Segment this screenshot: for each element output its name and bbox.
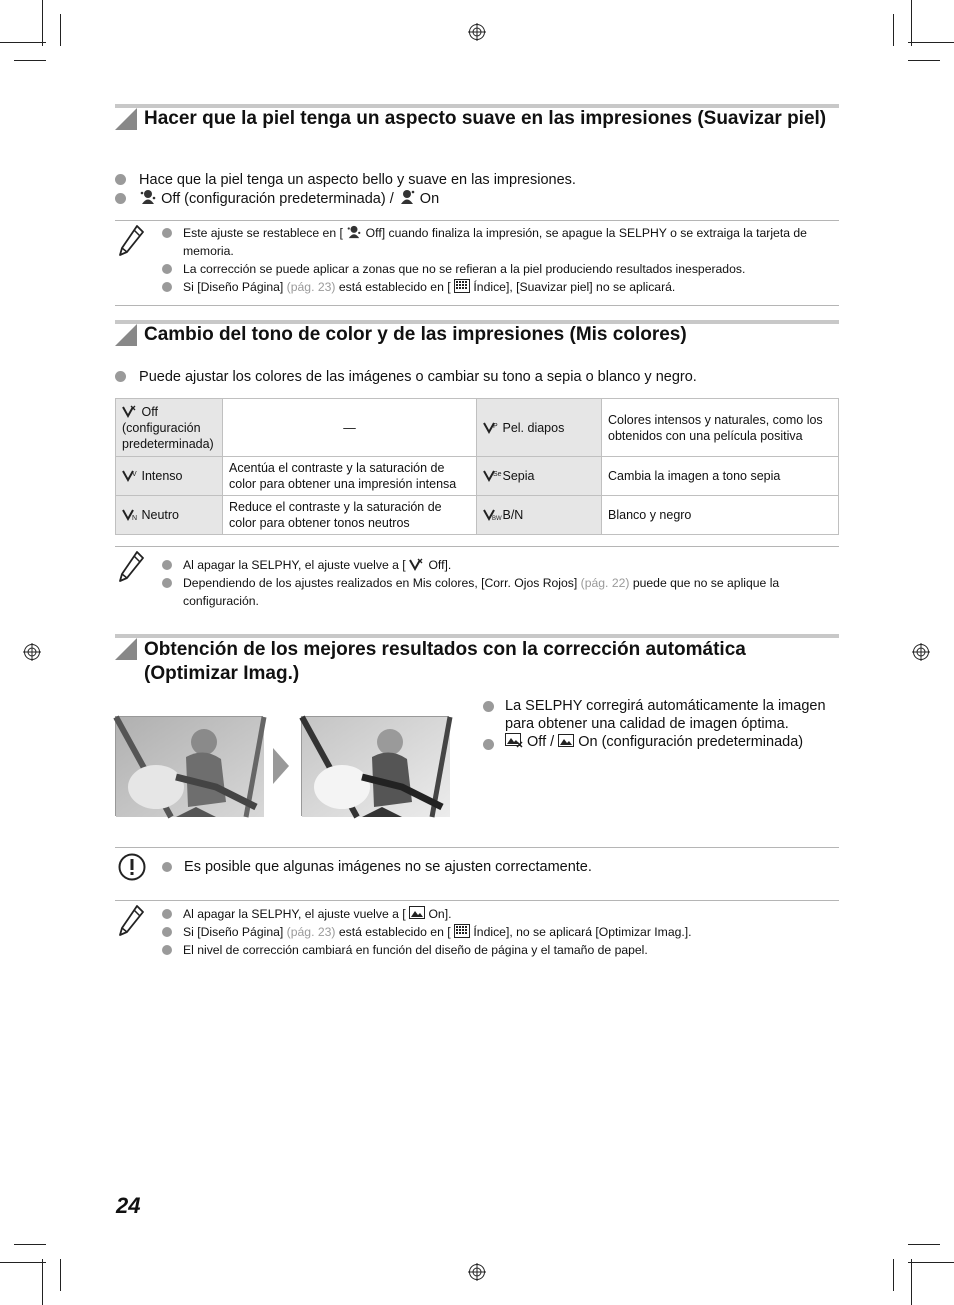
after-photo — [301, 716, 449, 816]
option-label: Intenso — [141, 469, 183, 483]
before-photo — [115, 716, 263, 816]
divider — [115, 305, 839, 306]
index-layout-icon — [454, 279, 470, 293]
bullet-icon — [162, 927, 172, 937]
bullet-icon — [162, 945, 172, 955]
crop-mark — [14, 1244, 46, 1245]
option-description: Blanco y negro — [602, 496, 839, 535]
girl-on-swing-image — [116, 717, 264, 817]
option-label: Sepia — [502, 469, 535, 483]
note-item: Al apagar la SELPHY, el ajuste vuelve a [ Off]. — [162, 556, 822, 574]
black-white-icon — [483, 508, 502, 522]
crop-mark — [893, 14, 894, 46]
vivid-icon — [122, 469, 138, 482]
sepia-icon — [483, 469, 502, 482]
option-description: Reduce el contraste y la saturación de color para obtener tonos neutros — [223, 496, 477, 535]
svg-text:N: N — [132, 515, 138, 522]
svg-text:Se: Se — [493, 471, 502, 478]
list-item: Off (configuración predeterminada) / On — [115, 189, 439, 208]
table-row — [116, 496, 839, 535]
crop-mark — [60, 1259, 61, 1291]
option-description: Cambia la imagen a tono sepia — [602, 457, 839, 496]
section-title: Hacer que la piel tenga un aspecto suave en las impresiones (Suavizar piel) — [144, 108, 827, 129]
crop-mark — [42, 0, 43, 46]
svg-text:V: V — [132, 471, 137, 478]
bullet-icon — [115, 193, 126, 204]
skin-off-icon — [139, 189, 157, 205]
bullet-icon — [162, 282, 172, 292]
bullet-icon — [162, 228, 172, 238]
my-colors-off-icon — [122, 405, 138, 418]
crop-mark — [0, 42, 46, 43]
page-reference-link[interactable]: (pág. 23) — [286, 925, 336, 939]
bullet-icon — [162, 862, 172, 872]
option-label: Off (configuración predeterminada) — [122, 404, 214, 451]
bullet-icon — [115, 174, 126, 185]
girl-on-swing-image — [302, 717, 450, 817]
page-number: 24 — [116, 1193, 141, 1218]
crop-mark — [908, 42, 954, 43]
crop-mark — [14, 60, 46, 61]
caution-item: Es posible que algunas imágenes no se ajusten correctamente. — [162, 858, 822, 876]
bullet-icon — [162, 560, 172, 570]
pencil-note-icon — [117, 550, 145, 584]
caution-icon — [118, 853, 146, 881]
bullet-icon — [162, 578, 172, 588]
option-description: — — [223, 399, 477, 457]
pencil-note-icon — [117, 224, 145, 258]
note-item: El nivel de corrección cambiará en función del diseño de página y el tamaño de papel. — [162, 941, 822, 959]
image-optimize-off-icon — [505, 733, 523, 748]
section-marker-icon — [115, 638, 137, 660]
image-optimize-on-icon — [558, 734, 574, 748]
section-marker-icon — [115, 324, 137, 346]
positive-film-icon — [483, 421, 499, 434]
registration-mark-icon — [468, 23, 486, 41]
image-optimize-on-icon — [409, 906, 425, 920]
option-label: B/N — [502, 508, 524, 522]
crop-mark — [908, 1244, 940, 1245]
crop-mark — [893, 1259, 894, 1291]
crop-mark — [908, 1262, 954, 1263]
svg-text:BW: BW — [492, 516, 502, 522]
crop-mark — [911, 0, 912, 46]
divider — [115, 546, 839, 547]
index-layout-icon — [454, 924, 470, 938]
divider — [115, 900, 839, 901]
bullet-icon — [483, 701, 494, 712]
bullet-icon — [162, 909, 172, 919]
registration-mark-icon — [912, 643, 930, 661]
section-title: Cambio del tono de color y de las impresiones (Mis colores) — [144, 324, 687, 345]
divider — [115, 847, 839, 848]
skin-off-icon — [346, 225, 362, 239]
option-label: Pel. diapos — [502, 420, 565, 435]
registration-mark-icon — [23, 643, 41, 661]
bullet-icon — [483, 739, 494, 750]
my-colors-off-icon — [409, 558, 425, 571]
crop-mark — [908, 60, 940, 61]
list-item: La SELPHY corregirá automáticamente la imagen para obtener una calidad de imagen óptima. — [483, 697, 843, 733]
crop-mark — [911, 1259, 912, 1305]
neutral-icon — [122, 508, 138, 521]
arrow-right-icon — [273, 748, 289, 784]
note-item: La corrección se puede aplicar a zonas que no se refieran a la piel produciendo resultados inesperados. — [162, 260, 822, 278]
section-marker-icon — [115, 108, 137, 130]
note-item: Si [Diseño Página] (pág. 23) está establecido en [ Índice], [Suavizar piel] no se aplicará. — [162, 278, 822, 296]
bullet-icon — [115, 371, 126, 382]
table-row — [116, 399, 839, 457]
page-reference-link[interactable]: (pág. 22) — [580, 576, 630, 590]
list-item: Puede ajustar los colores de las imágenes o cambiar su tono a sepia o blanco y negro. — [115, 368, 697, 386]
skin-on-icon — [398, 189, 416, 205]
svg-text:P: P — [493, 422, 498, 430]
my-colors-table — [115, 398, 839, 535]
option-description: Colores intensos y naturales, como los obtenidos con una película positiva — [602, 399, 839, 457]
divider — [115, 220, 839, 221]
pencil-note-icon — [117, 904, 145, 938]
note-item: Este ajuste se restablece en [ Off] cuando finaliza la impresión, se apague la SELPHY o se extraiga la tarjeta de memoria. — [162, 224, 822, 260]
note-item: Dependiendo de los ajustes realizados en Mis colores, [Corr. Ojos Rojos] (pág. 22) puede que no se aplique la configuración. — [162, 574, 822, 610]
option-label: Neutro — [141, 508, 180, 522]
list-item: Hace que la piel tenga un aspecto bello y suave en las impresiones. — [115, 171, 576, 189]
table-row — [116, 457, 839, 496]
list-item: Off / On (configuración predeterminada) — [483, 733, 843, 751]
option-description: Acentúa el contraste y la saturación de color para obtener una impresión intensa — [223, 457, 477, 496]
crop-mark — [42, 1259, 43, 1305]
note-item: Al apagar la SELPHY, el ajuste vuelve a [ On]. — [162, 905, 822, 923]
crop-mark — [0, 1262, 46, 1263]
registration-mark-icon — [468, 1263, 486, 1281]
page-reference-link[interactable]: (pág. 23) — [286, 280, 336, 294]
note-item: Si [Diseño Página] (pág. 23) está establecido en [ Índice], no se aplicará [Optimizar Imag.]. — [162, 923, 822, 941]
section-title: Obtención de los mejores resultados con la corrección automática (Optimizar Imag.) — [144, 639, 746, 684]
crop-mark — [60, 14, 61, 46]
bullet-icon — [162, 264, 172, 274]
